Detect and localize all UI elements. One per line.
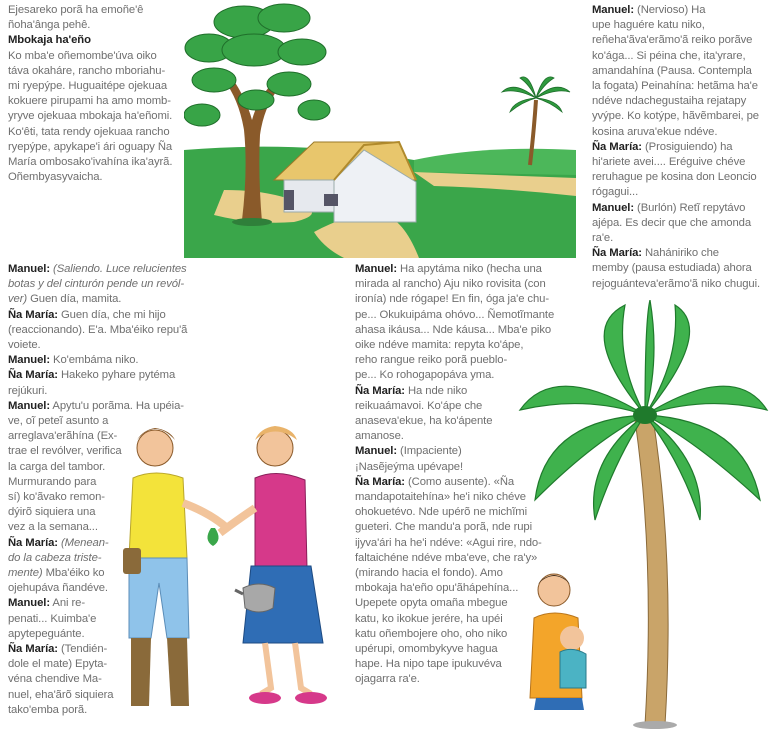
dialogue-line: (mirando hacia el fondo). Amo — [355, 567, 503, 580]
speaker-label: Ña María: — [355, 384, 405, 397]
intro-line: Ko'êti, tata rendy ojekuaa rancho — [8, 125, 170, 138]
dialogue-line: (Burlón) Retĩ repytávo — [637, 201, 746, 214]
speaker-label: Manuel: — [8, 597, 50, 610]
dialogue-line: katu, ko ikokue jerére, ha upéi — [355, 612, 503, 625]
dialogue-line: trae el revólver, verifica — [8, 445, 122, 458]
speaker-label: Manuel: — [592, 201, 634, 214]
speaker-label: Manuel: — [8, 263, 50, 275]
speaker-label: Ña María: — [592, 247, 642, 260]
dialogue-line: (reaccionando). E'a. Mba'éiko repu'ã — [8, 323, 188, 336]
dialogue-line: ra'e. — [592, 232, 614, 245]
dialogue-line: mirada al rancho) Aju niko rovisita (con — [355, 278, 546, 291]
dialogue-line: apytepeguánte. — [8, 627, 85, 640]
dialogue-line: katu oñembojere oho, oho niko — [355, 627, 508, 640]
dialogue-line: rógagui... — [592, 186, 639, 199]
dialogue-line: yvýpe. Ko kotýpe, hãvẽmbarei, pe — [592, 110, 759, 123]
intro-line: mi ryepýpe. Huguaitépe ojekuaa — [8, 80, 168, 93]
section-title: Mbokaja ha'eño — [8, 34, 91, 47]
speaker-label: Ña María: — [8, 308, 58, 321]
dialogue-line: pe... Ko rohogapopáva yma. — [355, 369, 495, 382]
dialogue-line: hi'ariete avei.... Eréguive chéve — [592, 156, 746, 169]
dialogue-line: ajépa. Es decir que che amonda — [592, 216, 752, 229]
dialogue-line: la fogata) Peinahína: hetãma ha'e — [592, 80, 758, 93]
dialogue-line: amanose. — [355, 430, 404, 443]
dialogue-line: Guen día, che mi hijo — [61, 308, 166, 321]
dialogue-line: ndéve ndachegustaiha rejatapy — [592, 95, 747, 108]
dialogue-line: (Como ausente). «Ña — [408, 475, 515, 488]
left-column — [8, 262, 203, 718]
dialogue-line: mandapotaitehína» he'i niko chéve — [355, 491, 526, 504]
middle-column — [355, 262, 555, 688]
dialogue-line: upe haguére katu niko, — [592, 19, 705, 32]
intro-line: Ejesareko porã ha emoñe'ê — [8, 4, 144, 16]
dialogue-line: ve, oĩ peteĩ asunto a — [8, 415, 109, 428]
intro-line: táva okaháre, rancho mboriahu- — [8, 64, 166, 77]
intro-line: María ombosako'ivahína ika'ayrã. — [8, 156, 173, 169]
stage-direction: (Menean- — [61, 536, 109, 549]
dialogue-line: nuel, eha'ãrõ siquiera — [8, 688, 114, 701]
dialogue-line: voiete. — [8, 339, 41, 352]
dialogue-line: ojagarra ra'e. — [355, 673, 420, 686]
dialogue-line: vez a la semana... — [8, 521, 98, 534]
top-right-column — [592, 3, 768, 292]
intro-line: Oñembyasyvaicha. — [8, 171, 103, 184]
stage-direction: botas y del cinturón pende un revól- — [8, 278, 185, 291]
dialogue-line: reruhague pe kosina don Leoncio — [592, 171, 757, 184]
dialogue-line: Upepete opyta omaña mbegue — [355, 597, 508, 610]
dialogue-line: Mba'éiko ko — [45, 567, 105, 580]
dialogue-line: (Nervioso) Ha — [637, 4, 706, 16]
dialogue-line: tako'emba porã. — [8, 703, 88, 716]
dialogue-line: dole el mate) Epyta- — [8, 658, 108, 671]
dialogue-line: dýirõ siquiera una — [8, 506, 96, 519]
dialogue-line: (Impaciente) — [400, 445, 462, 458]
dialogue-line: mbokaja ha'eño opu'ãhápehína... — [355, 582, 519, 595]
intro-line: Ko mba'e oñemombe'úva oiko — [8, 49, 157, 62]
intro-line: yryve ojekuaa mbokaja ha'eñomi. — [8, 110, 173, 123]
landscape-illustration — [184, 0, 576, 258]
intro-column — [8, 3, 184, 185]
speaker-label: Manuel: — [355, 445, 397, 458]
dialogue-line: Murmurando para — [8, 475, 97, 488]
speaker-label: Ña María: — [8, 643, 58, 656]
dialogue-line: ironía) nde rógape! En fin, óga ja'e chu- — [355, 293, 549, 306]
dialogue-line: ¡Nasẽjeýma upévape! — [355, 460, 463, 473]
dialogue-line: faltaichéne ndéve mba'eve, che ra'y» — [355, 551, 538, 564]
stage-direction: mente) — [8, 567, 43, 580]
stage-direction: do la cabeza triste- — [8, 551, 102, 564]
dialogue-line: Ani re- — [52, 597, 85, 610]
dialogue-line: Nahániriko che — [645, 247, 719, 260]
dialogue-line: Apytu'u porãma. Ha upéia- — [52, 399, 184, 412]
dialogue-line: reñeha'ãva'erãmo'ã reiko porãve — [592, 34, 753, 47]
dialogue-line: ko'ága... Si péina che, ita'yrare, — [592, 49, 746, 62]
dialogue-line: reikuaámavoi. Ko'ápe che — [355, 399, 483, 412]
dialogue-line: oike ndéve mamita: repyta ko'ápe, — [355, 339, 524, 352]
intro-line: ryepýpe, apykape'i ári oguapy Ña — [8, 140, 173, 153]
dialogue-line: Ha apytáma niko (hecha una — [400, 263, 542, 275]
dialogue-line: ahasa ikáusa... Nde káusa... Mba'e piko — [355, 323, 552, 336]
dialogue-line: Guen día, mamita. — [30, 293, 122, 306]
dialogue-line: (Prosiguiendo) ha — [645, 140, 733, 153]
speaker-label: Ña María: — [355, 475, 405, 488]
dialogue-line: sí) ko'ãvako remon- — [8, 491, 105, 504]
dialogue-line: Ha nde niko — [408, 384, 468, 397]
stage-direction: (Saliendo. Luce relucientes — [53, 263, 187, 275]
dialogue-line: (Tendién- — [61, 643, 108, 656]
dialogue-line: rejúkuri. — [8, 384, 48, 397]
dialogue-line: ohokuetévo. Nde upérõ ne michĩmi — [355, 506, 528, 519]
intro-line: kokuere pirupami ha amo momb- — [8, 95, 171, 108]
dialogue-line: reho rangue reiko porã pueblo- — [355, 354, 508, 367]
dialogue-line: Hakeko pyhare pytéma — [61, 369, 176, 382]
dialogue-line: kosina aruva'ekue ndéve. — [592, 125, 718, 138]
dialogue-line: ojehupáva ñandéve. — [8, 582, 108, 595]
speaker-label: Ña María: — [8, 536, 58, 549]
speaker-label: Manuel: — [592, 4, 634, 16]
dialogue-line: la carga del tambor. — [8, 460, 106, 473]
dialogue-line: penati... Kuimba'e — [8, 612, 97, 625]
speaker-label: Manuel: — [8, 399, 50, 412]
speaker-label: Manuel: — [8, 354, 50, 367]
dialogue-line: hape. Ha nipo tape ipukuvéva — [355, 658, 502, 671]
dialogue-line: amandahína (Pausa. Contempla — [592, 64, 752, 77]
dialogue-line: Ko'embáma niko. — [53, 354, 139, 367]
dialogue-line: gueteri. Che mandu'a porã, nde rupi — [355, 521, 533, 534]
dialogue-line: pe... Okukuipáma ohóvo... Ñemotĩmante — [355, 308, 555, 321]
dialogue-line: upérupi, omombykyve hagua — [355, 643, 498, 656]
intro-line: ñoha'ânga pehê. — [8, 19, 91, 32]
dialogue-line: arreglava'erãhína (Ex- — [8, 430, 118, 443]
dialogue-line: memby (pausa estudiada) ahora — [592, 262, 752, 275]
speaker-label: Ña María: — [592, 140, 642, 153]
dialogue-line: véna chendive Ma- — [8, 673, 102, 686]
dialogue-line: anaseva'ekue, ha ko'ápente — [355, 415, 493, 428]
stage-direction: ver) — [8, 293, 28, 306]
dialogue-line: ijyva'ári ha he'i ndéve: «Agui rire, ndo- — [355, 536, 542, 549]
speaker-label: Manuel: — [355, 263, 397, 275]
speaker-label: Ña María: — [8, 369, 58, 382]
dialogue-line: rejoguánteva'erãmo'ã niko chugui. — [592, 277, 761, 290]
